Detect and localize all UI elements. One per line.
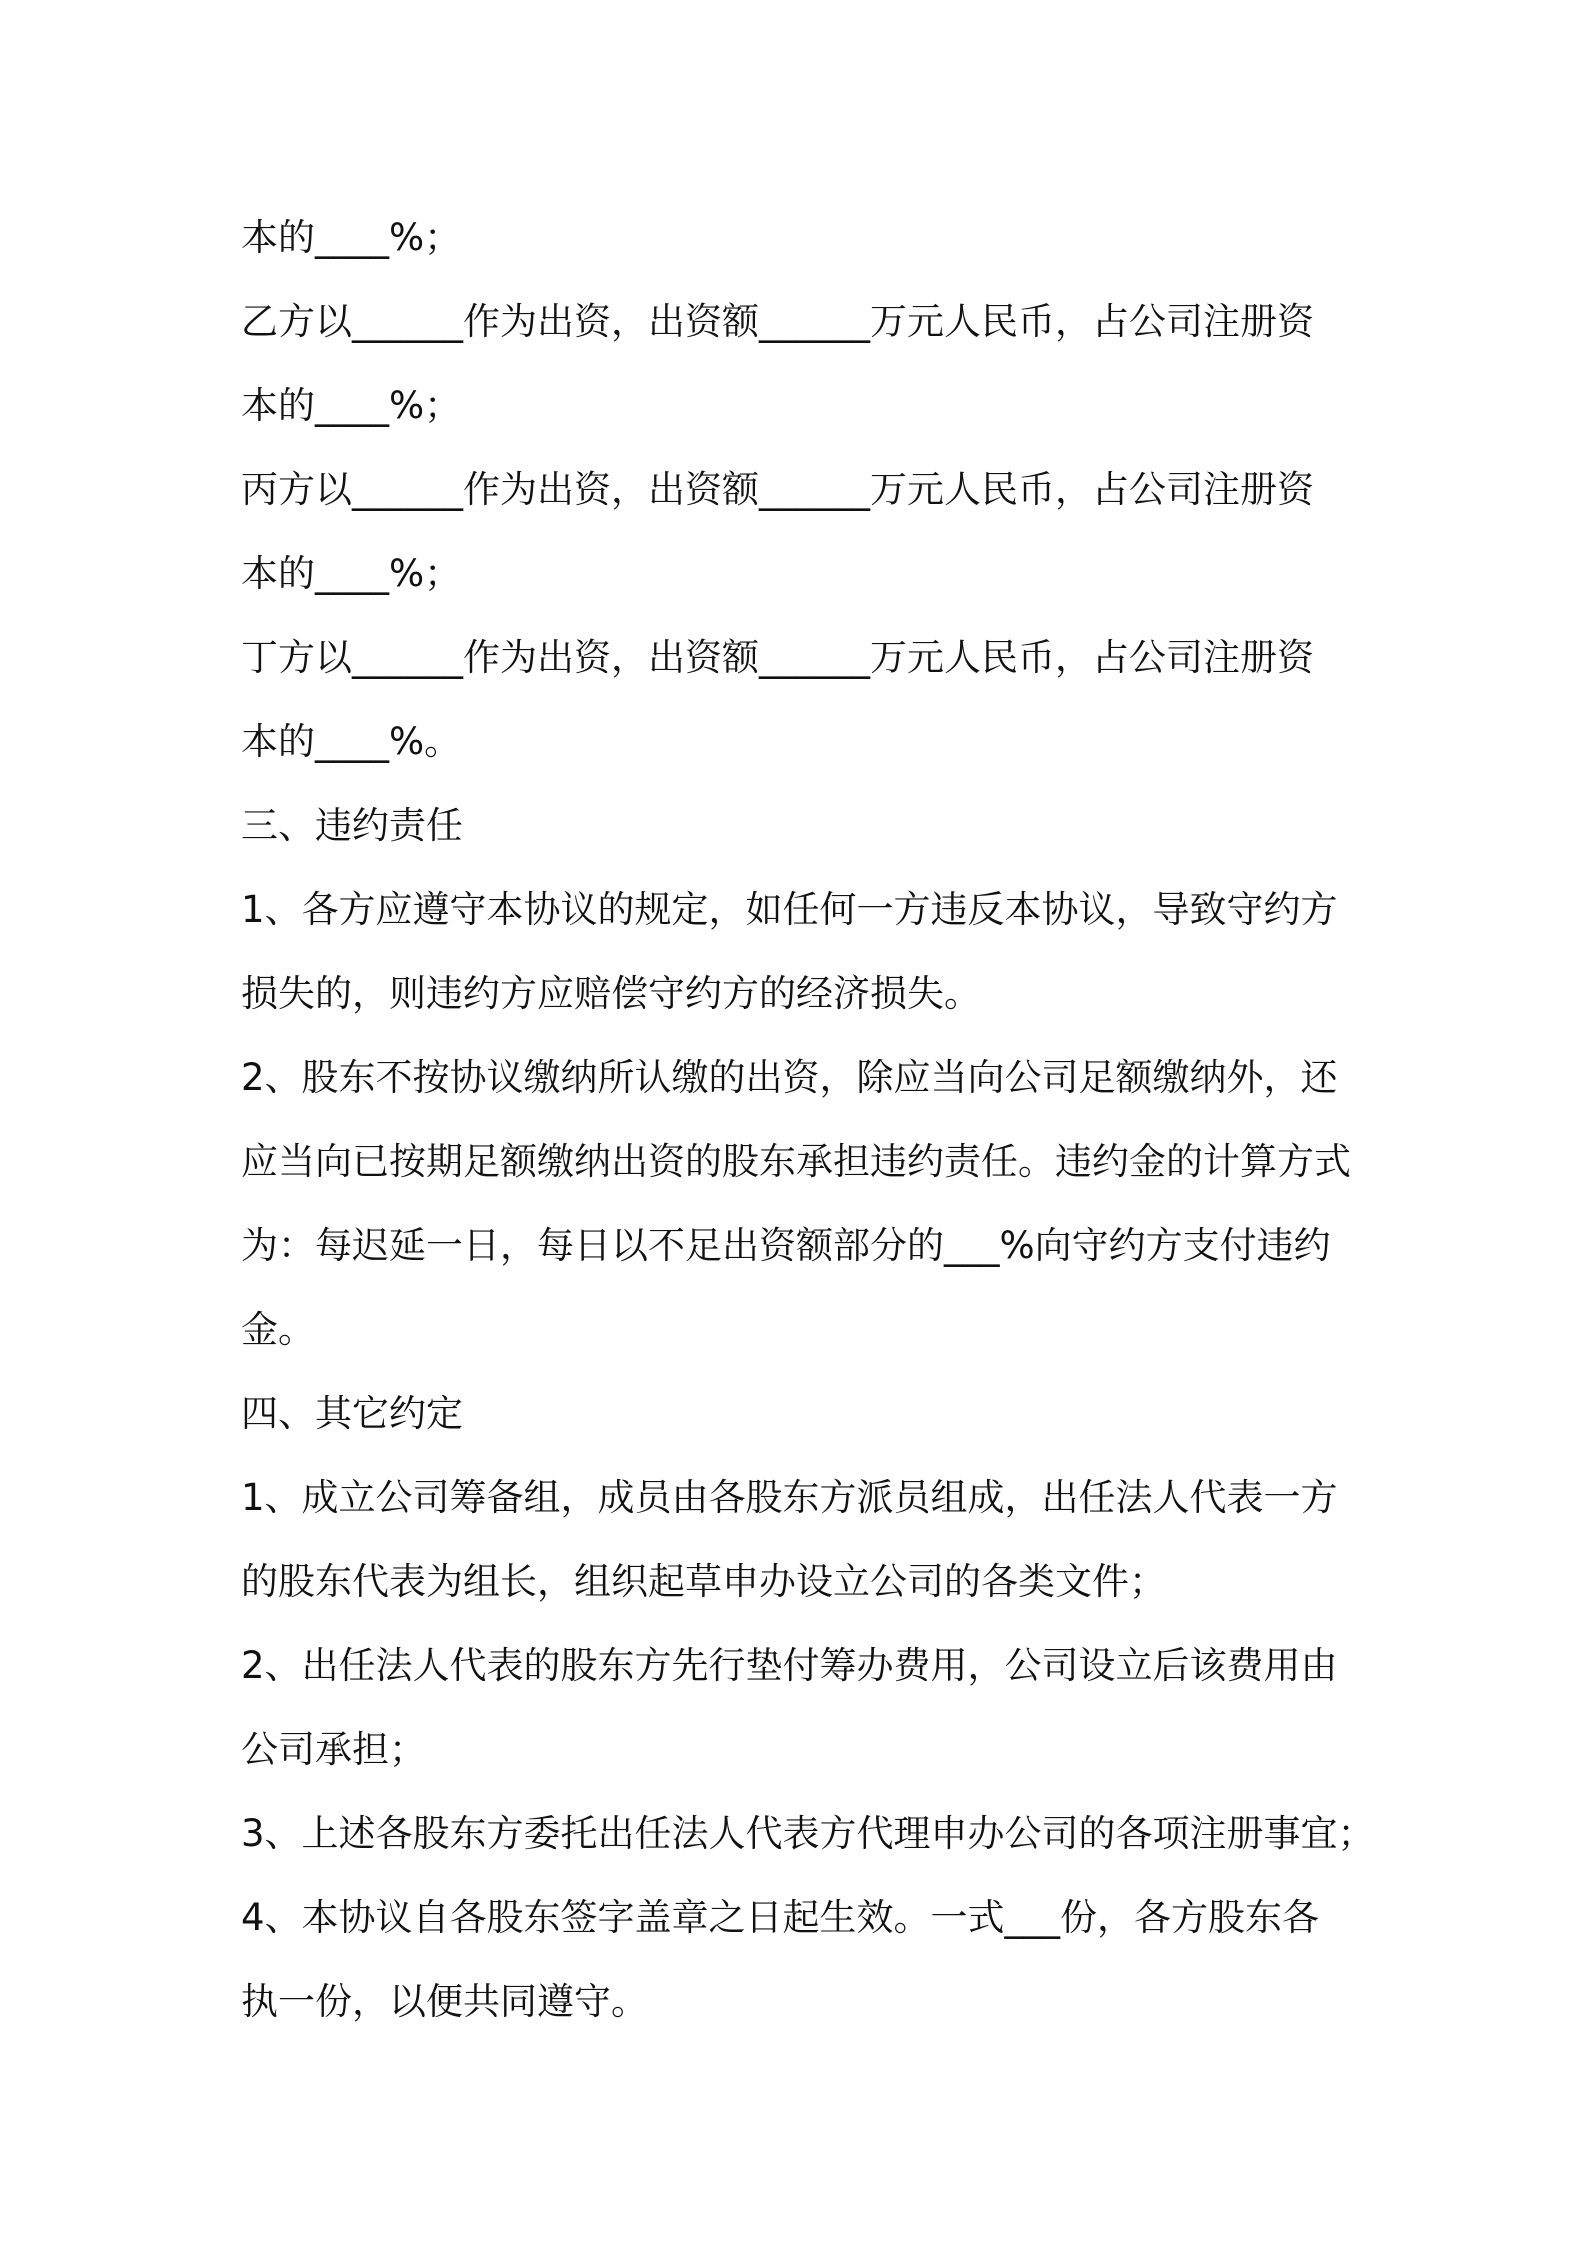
other-clause-2-line: 2、出任法人代表的股东方先行垫付筹办费用，公司设立后该费用由 xyxy=(241,1644,1338,1687)
capital-share-line: 本的____%； xyxy=(241,216,462,259)
liability-clause-1-line: 损失的，则违约方应赔偿守约方的经济损失。 xyxy=(241,972,981,1015)
party-c-contribution-line: 丙方以______作为出资，出资额______万元人民币，占公司注册资 xyxy=(241,468,1314,511)
other-clause-1-line: 的股东代表为组长，组织起草申办设立公司的各类文件； xyxy=(241,1560,1166,1603)
capital-share-line: 本的____%。 xyxy=(241,720,462,763)
liability-clause-2-line: 应当向已按期足额缴纳出资的股东承担违约责任。违约金的计算方式 xyxy=(241,1140,1351,1183)
section-heading-other: 四、其它约定 xyxy=(241,1392,463,1435)
other-clause-4-line: 执一份，以便共同遵守。 xyxy=(241,1980,648,2023)
capital-share-line: 本的____%； xyxy=(241,384,462,427)
other-clause-1-line: 1、成立公司筹备组，成员由各股东方派员组成，出任法人代表一方 xyxy=(241,1476,1338,1519)
liability-clause-2-line: 金。 xyxy=(241,1308,315,1351)
other-clause-4-line: 4、本协议自各股东签字盖章之日起生效。一式___份，各方股东各 xyxy=(241,1896,1320,1939)
capital-share-line: 本的____%； xyxy=(241,552,462,595)
party-b-contribution-line: 乙方以______作为出资，出资额______万元人民币，占公司注册资 xyxy=(241,300,1314,343)
section-heading-liability: 三、违约责任 xyxy=(241,804,463,847)
other-clause-2-line: 公司承担； xyxy=(241,1728,426,1771)
other-clause-3-line: 3、上述各股东方委托出任法人代表方代理申办公司的各项注册事宜； xyxy=(241,1812,1375,1855)
document-body xyxy=(241,196,1375,2044)
liability-clause-2-line: 为：每迟延一日，每日以不足出资额部分的___%向守约方支付违约 xyxy=(241,1224,1331,1267)
liability-clause-2-line: 2、股东不按协议缴纳所认缴的出资，除应当向公司足额缴纳外，还 xyxy=(241,1056,1338,1099)
liability-clause-1-line: 1、各方应遵守本协议的规定，如任何一方违反本协议，导致守约方 xyxy=(241,888,1338,931)
party-d-contribution-line: 丁方以______作为出资，出资额______万元人民币，占公司注册资 xyxy=(241,636,1314,679)
